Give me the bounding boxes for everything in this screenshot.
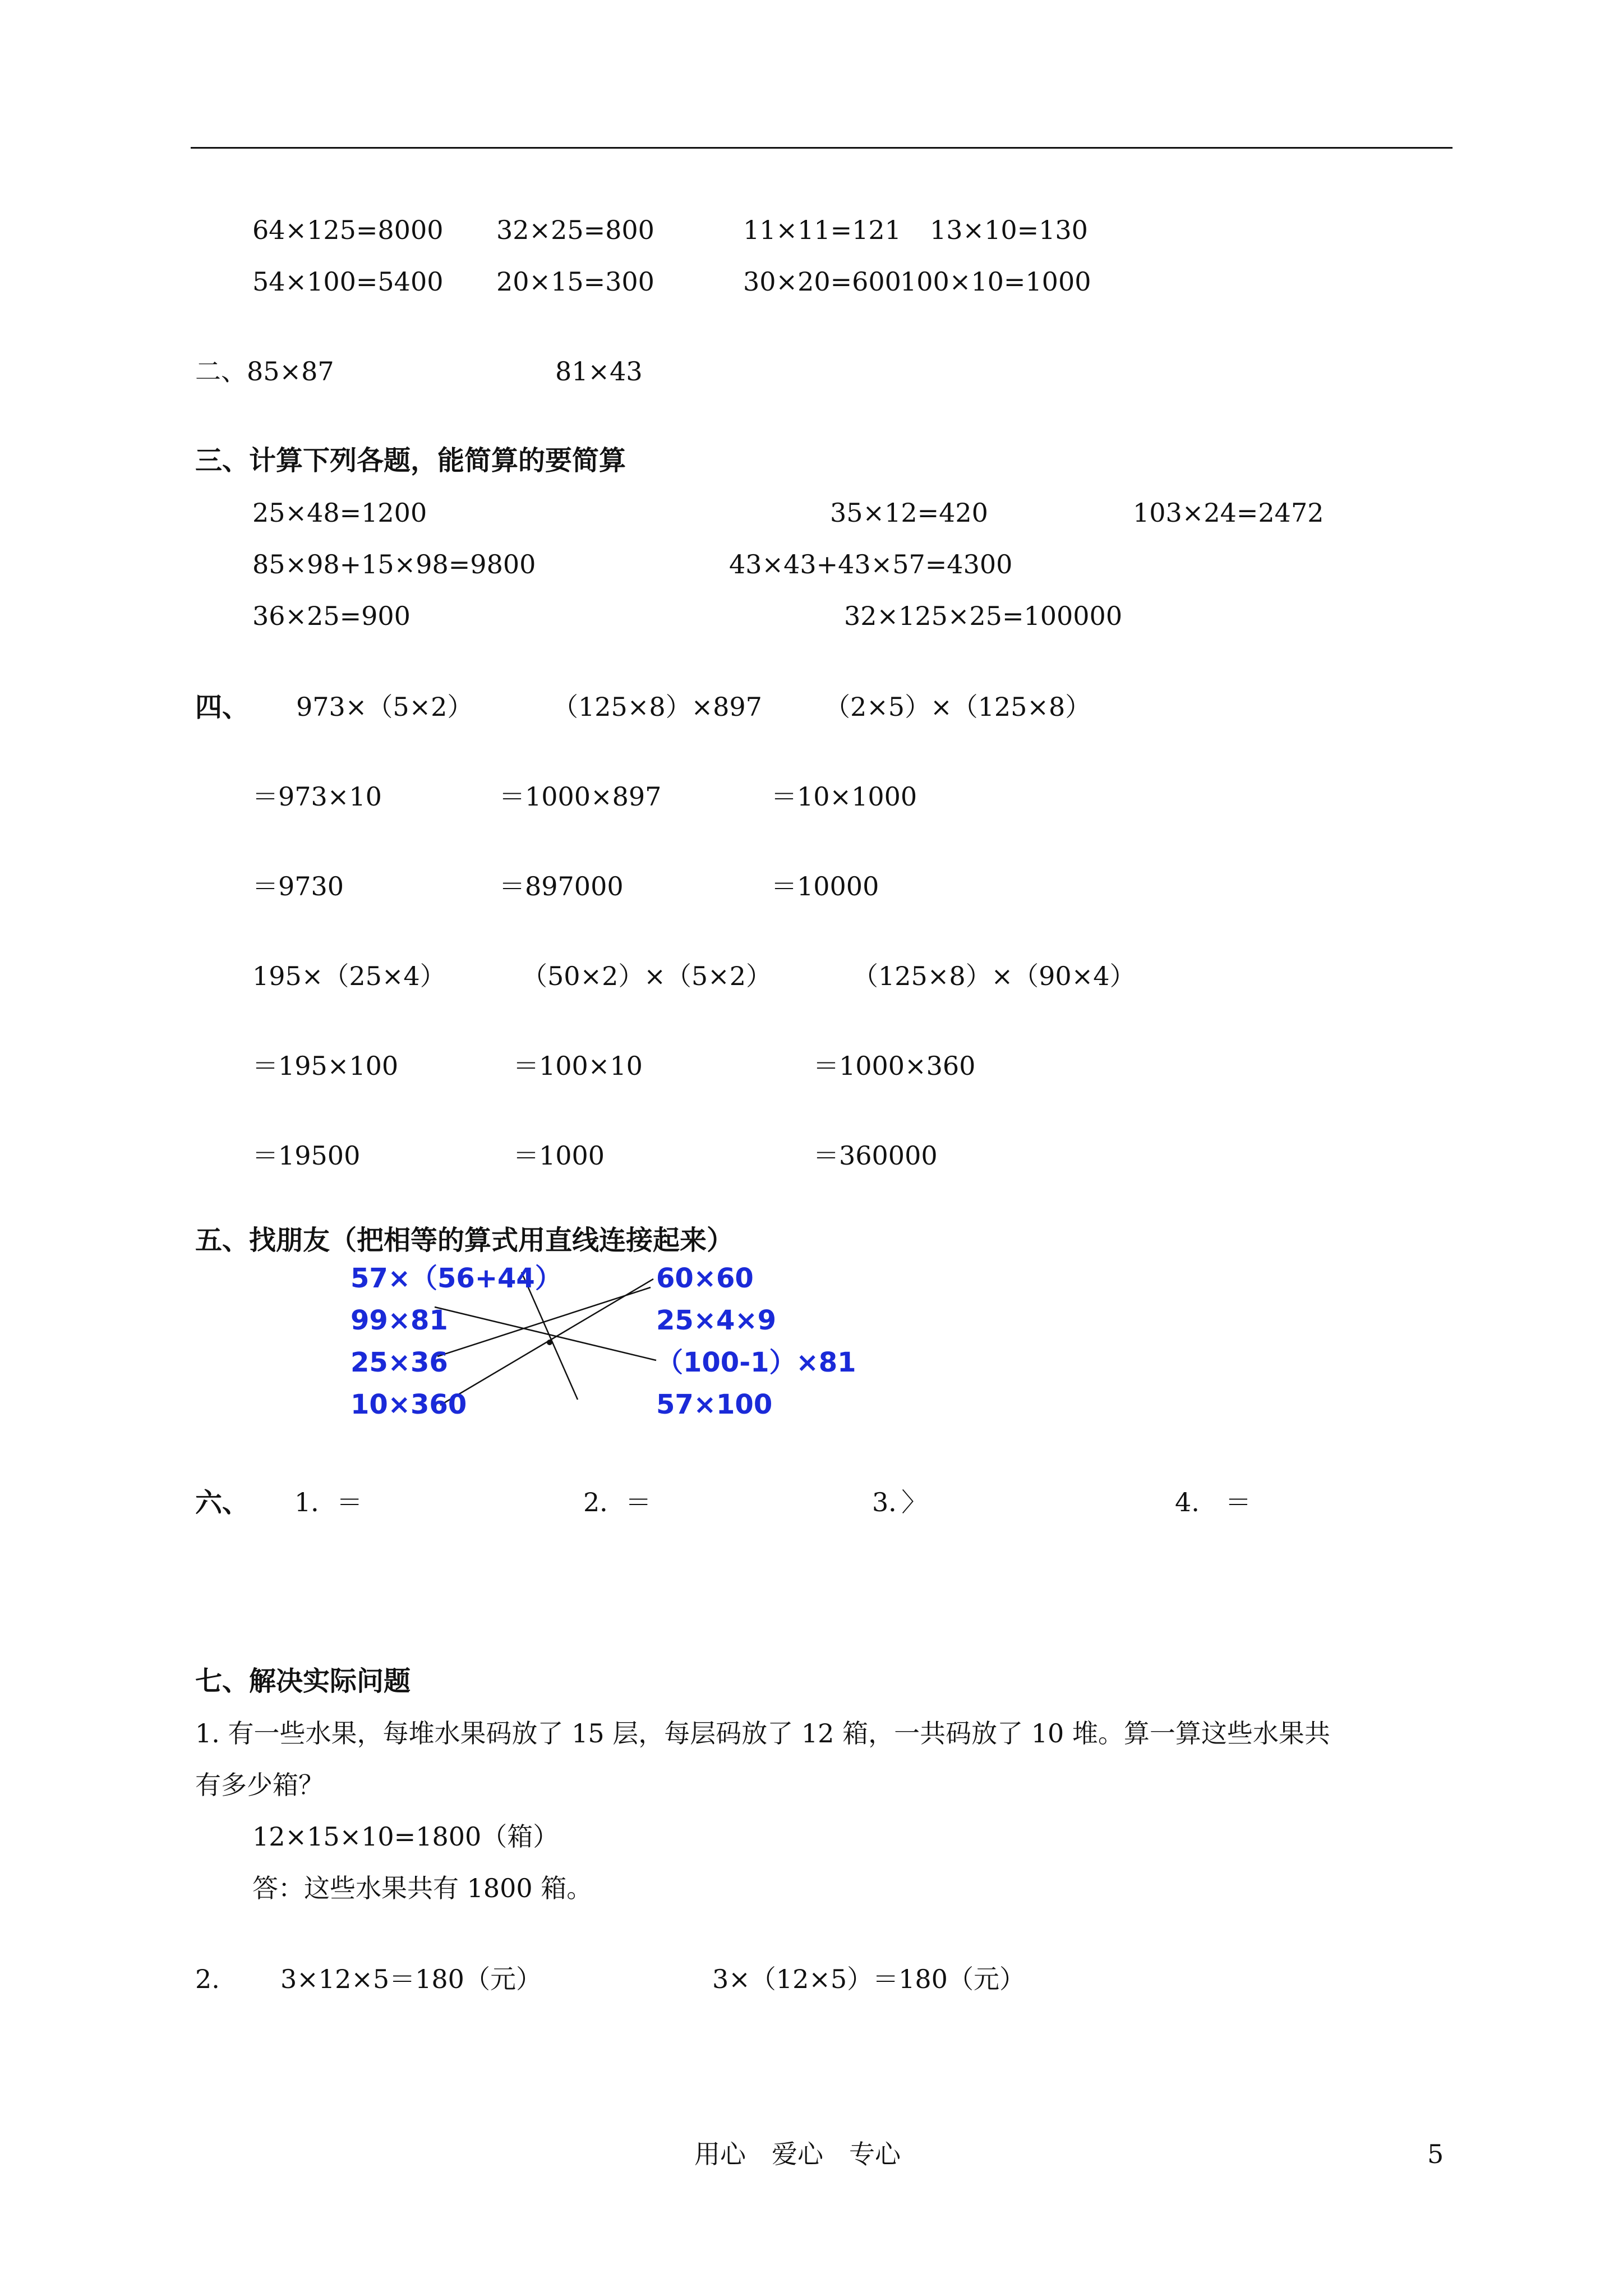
comparison: 2．＝ [583, 1487, 652, 1517]
step: ＝19500 [252, 1140, 361, 1171]
match-line [440, 1279, 653, 1405]
left-expression: 25×36 [351, 1347, 448, 1378]
step: ＝10×1000 [771, 781, 917, 812]
intersection-dot [547, 1340, 552, 1345]
solution-answer: 答：这些水果共有 1800 箱。 [252, 1873, 593, 1903]
right-expression: 57×100 [656, 1389, 773, 1420]
expression: （125×8）×897 [552, 692, 762, 722]
expression: （50×2）×（5×2） [522, 961, 772, 991]
step: ＝897000 [499, 871, 624, 901]
expression: 195×（25×4） [252, 961, 446, 991]
equation: 43×43+43×57=4300 [729, 549, 1013, 579]
equation: 30×20=600 [743, 266, 901, 297]
left-expression: 57×（56+44） [351, 1263, 562, 1294]
matching-diagram [336, 1262, 864, 1442]
expression: 973×（5×2） [296, 692, 473, 722]
solution-calc: 3×12×5＝180（元） [280, 1964, 542, 1994]
equation: 32×25=800 [496, 215, 654, 245]
equation: 25×48=1200 [252, 498, 427, 528]
equation: 103×24=2472 [1133, 498, 1324, 528]
header-rule [191, 147, 1453, 149]
expression: （125×8）×（90×4） [852, 961, 1136, 991]
section-seven-heading: 七、解决实际问题 [195, 1665, 411, 1697]
step: ＝10000 [771, 871, 879, 901]
equation: 11×11=121 [743, 215, 901, 245]
footer-motto: 用心 爱心 专心 [694, 2139, 901, 2169]
step: ＝195×100 [252, 1051, 399, 1081]
solution-calc: 12×15×10=1800（箱） [252, 1821, 559, 1852]
expression: （2×5）×（125×8） [824, 692, 1091, 722]
right-expression: （100-1）×81 [656, 1347, 856, 1378]
equation: 32×125×25=100000 [844, 601, 1123, 631]
section-five-heading: 五、找朋友（把相等的算式用直线连接起来） [195, 1225, 734, 1256]
step: ＝1000×360 [813, 1051, 976, 1081]
step: ＝973×10 [252, 781, 382, 812]
equation: 85×98+15×98=9800 [252, 549, 536, 579]
page-number: 5 [1427, 2139, 1444, 2169]
right-expression: 60×60 [656, 1263, 754, 1294]
step: ＝360000 [813, 1140, 938, 1171]
comparison: 1．＝ [294, 1487, 363, 1517]
step: ＝9730 [252, 871, 344, 901]
match-line [435, 1307, 656, 1360]
problem-text: 有多少箱？ [195, 1770, 324, 1800]
problem-number: 2. [195, 1964, 220, 1994]
comparison: 4. ＝ [1175, 1487, 1251, 1517]
step: ＝1000×897 [499, 781, 662, 812]
equation: 35×12=420 [830, 498, 988, 528]
problem-text: 1. 有一些水果，每堆水果码放了 15 层，每层码放了 12 箱，一共码放了 10 堆。算一算这些水果共 [195, 1718, 1330, 1749]
equation: 13×10=130 [930, 215, 1088, 245]
section-two-label: 二、85×87 [195, 356, 334, 386]
section-three-heading: 三、计算下列各题，能简算的要简算 [195, 445, 626, 476]
expression: 81×43 [555, 356, 643, 386]
equation: 64×125=8000 [252, 215, 444, 245]
equation: 100×10=1000 [900, 266, 1091, 297]
comparison: 3．〉 [872, 1487, 928, 1517]
match-line [437, 1287, 651, 1356]
left-expression: 99×81 [351, 1305, 448, 1336]
section-four-label: 四、 [195, 692, 250, 723]
step: ＝1000 [513, 1140, 605, 1171]
equation: 36×25=900 [252, 601, 411, 631]
step: ＝100×10 [513, 1051, 643, 1081]
equation: 20×15=300 [496, 266, 654, 297]
section-six-label: 六、 [195, 1487, 250, 1519]
solution-calc: 3×（12×5）＝180（元） [712, 1964, 1025, 1994]
equation: 54×100=5400 [252, 266, 444, 297]
left-expression: 10×360 [351, 1389, 467, 1420]
right-expression: 25×4×9 [656, 1305, 777, 1336]
